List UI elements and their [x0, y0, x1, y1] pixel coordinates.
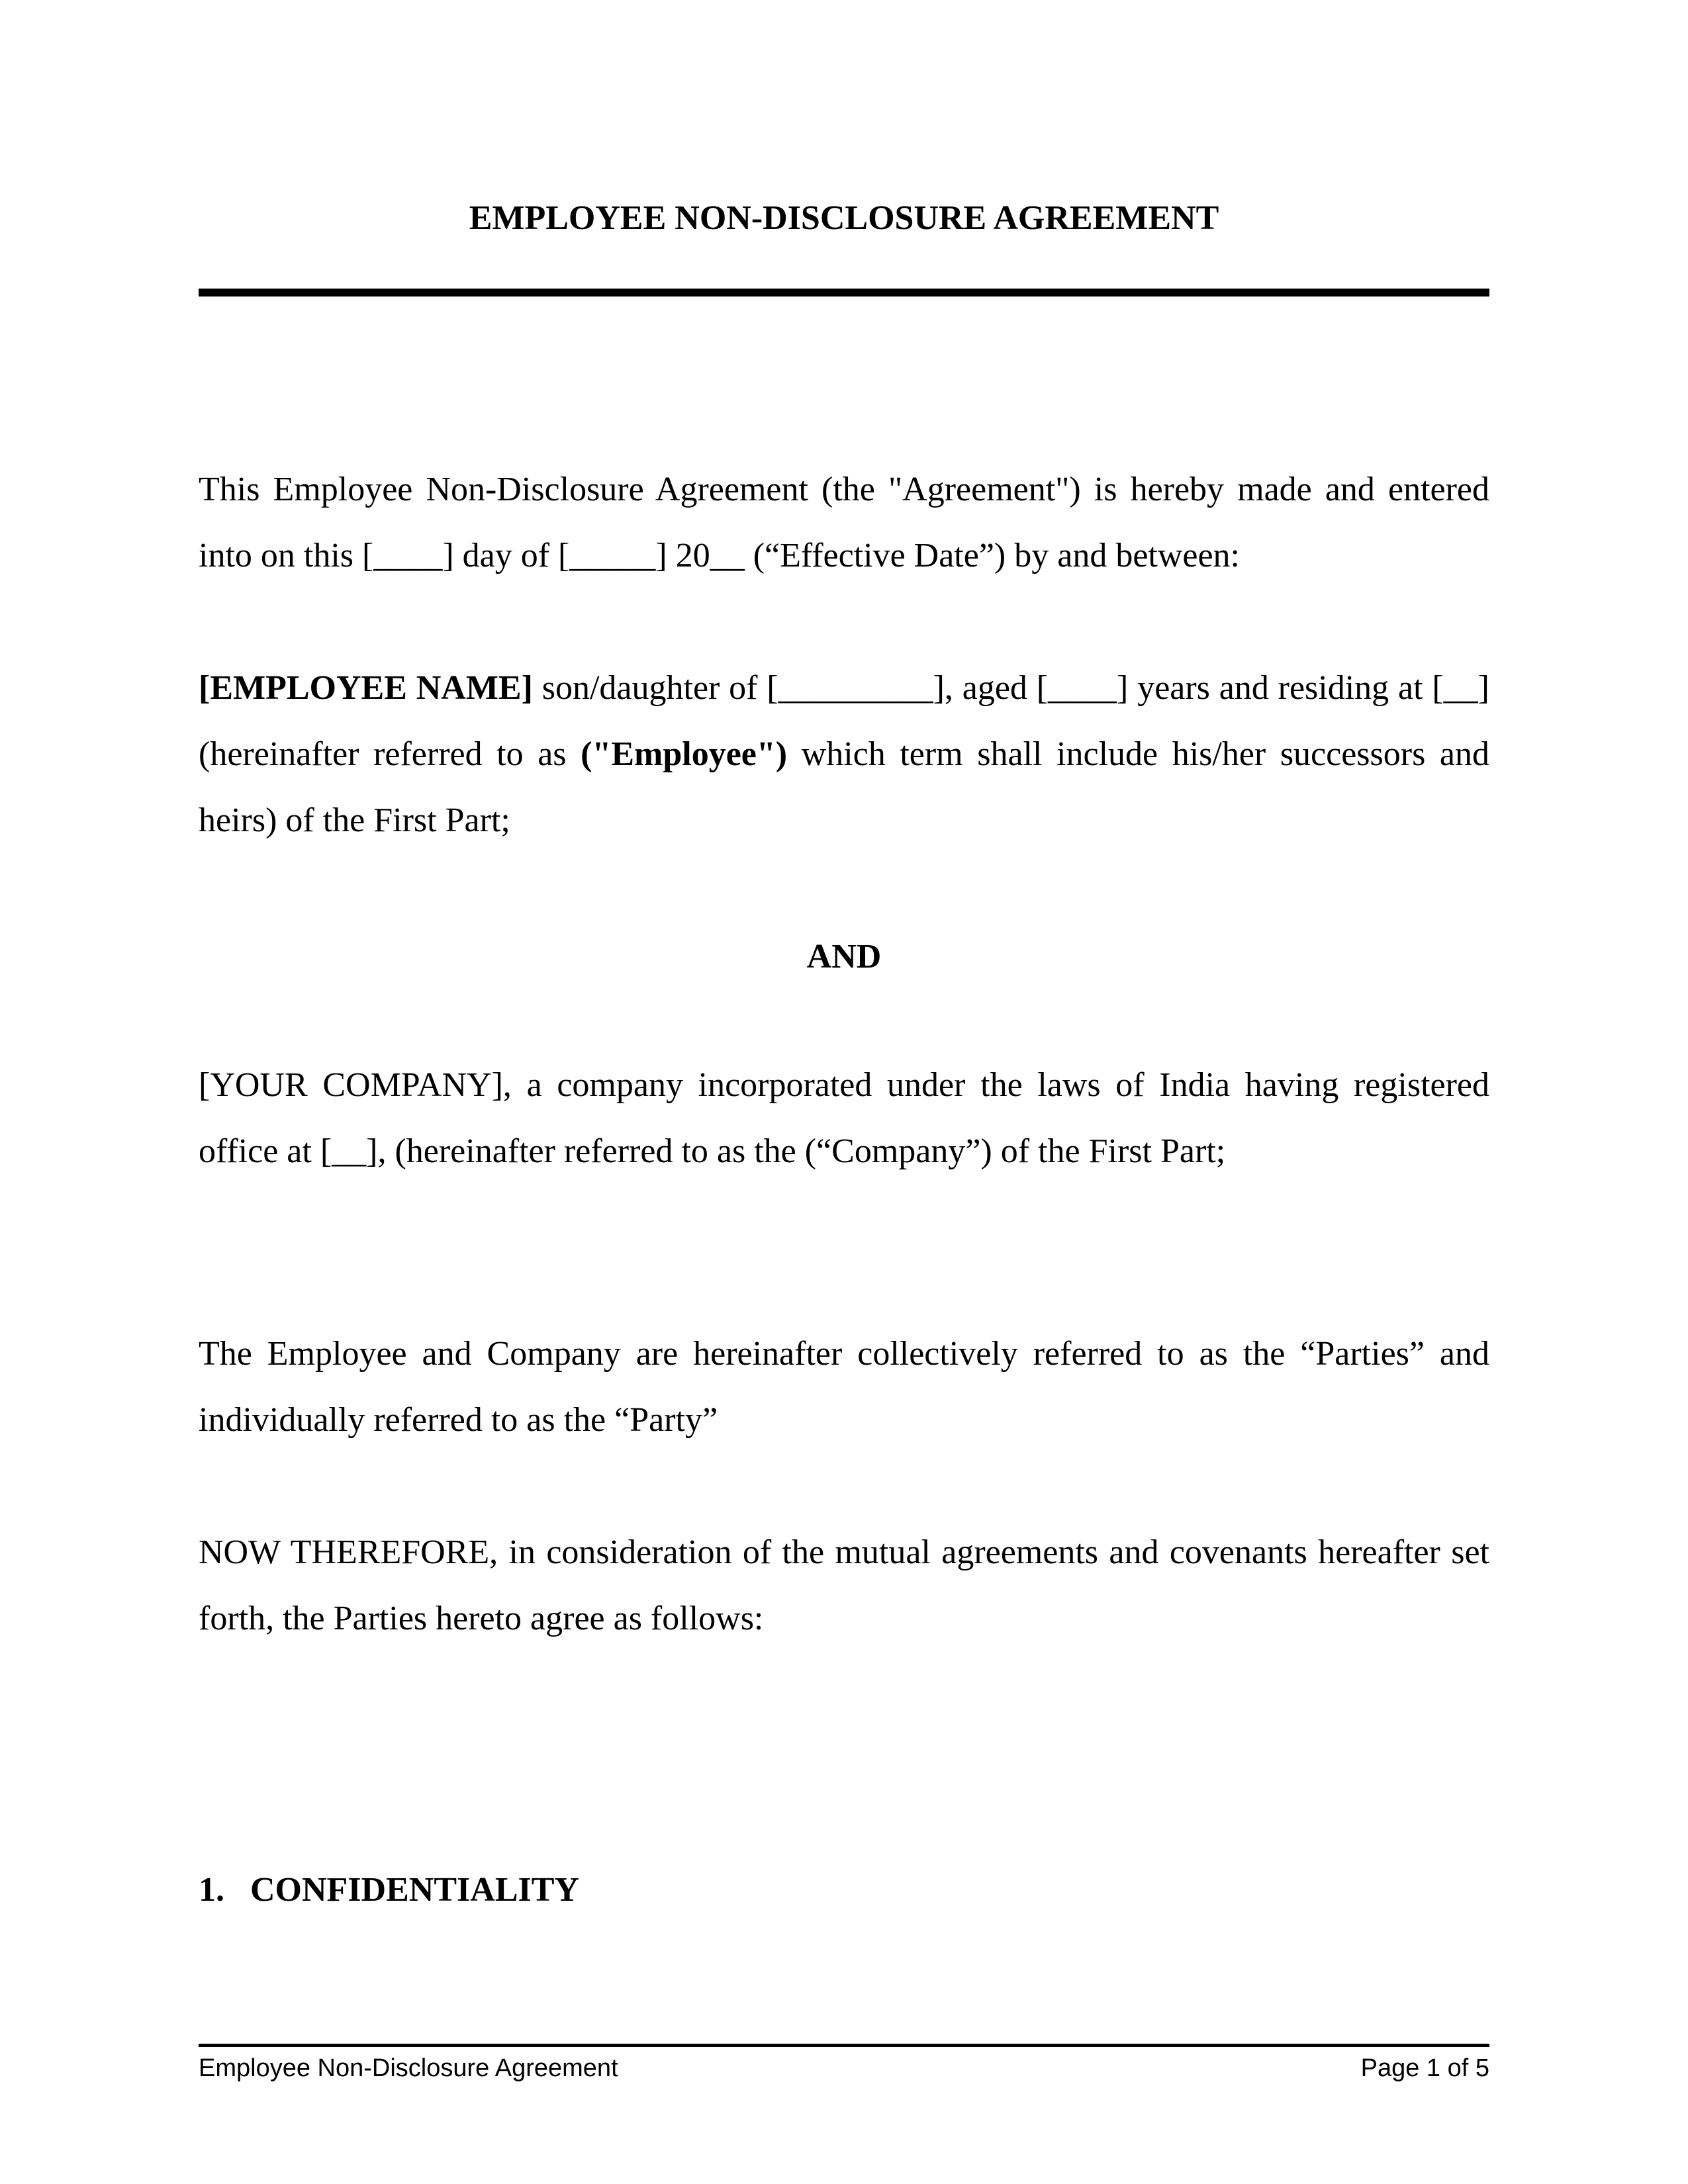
- employee-party-text-1: son/daughter of [_________], aged [____] years and residing at [__] (hereinafter referred to as: [199, 669, 1489, 773]
- title-divider: [199, 289, 1489, 296]
- footer-document-name: Employee Non-Disclosure Agreement: [199, 2054, 618, 2082]
- footer-divider: [199, 2044, 1489, 2047]
- intro-text: This Employee Non-Disclosure Agreement (the "Agreement") is hereby made and entered into on this [____] day of [_____] 20__ (“Effective Date”) by and between:: [199, 471, 1489, 574]
- recital-paragraph: NOW THEREFORE, in consideration of the mutual agreements and covenants hereafter set forth, the Parties hereto agree as follows:: [199, 1533, 1489, 1637]
- intro-paragraph: [199, 457, 1489, 589]
- document-title: EMPLOYEE NON-DISCLOSURE AGREEMENT: [469, 199, 1219, 237]
- employee-name-placeholder: [EMPLOYEE NAME]: [199, 669, 533, 707]
- employee-party-paragraph: [199, 655, 1489, 854]
- section-1-number: 1.: [199, 1871, 224, 1909]
- section-1-title: CONFIDENTIALITY: [250, 1871, 579, 1909]
- parties-definition-paragraph: The Employee and Company are hereinafter collectively referred to as the “Parties” and individually referred to as the “Party”: [199, 1335, 1489, 1439]
- employee-defined-term: ("Employee"): [581, 735, 788, 773]
- footer-page-number: Page 1 of 5: [1360, 2054, 1489, 2082]
- employee-party-text-2: which term shall include his/her successors and heirs) of the First Part;: [199, 735, 1490, 839]
- and-separator: AND: [806, 938, 882, 976]
- section-1-heading: [199, 1857, 579, 1923]
- company-party-paragraph: [YOUR COMPANY], a company incorporated under the laws of India having registered office at [__], (hereinafter referred to as the (“Company”) of the First Part;: [199, 1066, 1489, 1170]
